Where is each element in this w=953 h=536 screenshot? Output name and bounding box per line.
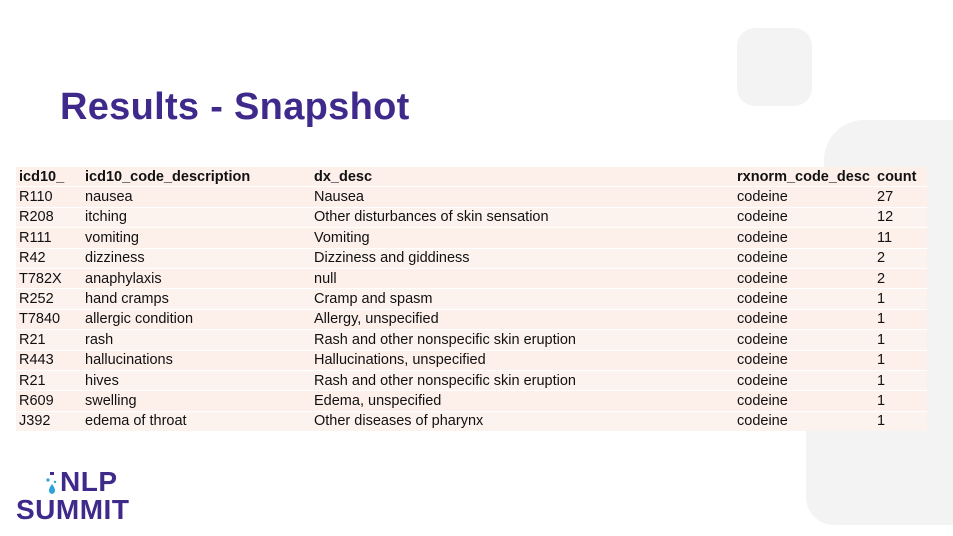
cell-icd10-description: itching — [85, 209, 127, 226]
cell-count: 1 — [877, 352, 886, 369]
cell-icd10-description: vomiting — [85, 229, 139, 246]
cell-icd10: R443 — [19, 352, 54, 369]
cell-dx-desc: Cramp and spasm — [314, 291, 433, 308]
table-row — [16, 289, 927, 309]
cell-icd10: T7840 — [19, 311, 61, 328]
cell-icd10: R110 — [19, 189, 53, 206]
cell-count: 1 — [877, 311, 886, 328]
logo-text-summit: SUMMIT — [16, 494, 130, 525]
table-row — [16, 228, 927, 248]
slide-title: Results - Snapshot — [60, 86, 410, 128]
cell-dx-desc: Other diseases of pharynx — [314, 413, 484, 430]
table-row — [16, 370, 927, 390]
cell-rxnorm-desc: codeine — [737, 291, 788, 308]
cell-icd10-description: hives — [85, 372, 119, 389]
table-row — [16, 187, 927, 207]
cell-icd10-description: swelling — [85, 392, 137, 409]
cell-count: 1 — [877, 413, 886, 430]
decorative-shape-top — [737, 28, 812, 106]
cell-icd10-description: nausea — [85, 189, 133, 206]
cell-icd10-description: hallucinations — [85, 352, 173, 369]
cell-icd10: R208 — [19, 209, 54, 226]
cell-rxnorm-desc: codeine — [737, 372, 788, 389]
cell-icd10: R21 — [19, 372, 46, 389]
cell-rxnorm-desc: codeine — [737, 311, 788, 328]
flask-drop-icon — [46, 472, 58, 496]
cell-dx-desc: Allergy, unspecified — [314, 311, 439, 328]
cell-icd10-description: edema of throat — [85, 413, 187, 430]
cell-icd10: R21 — [19, 331, 46, 348]
results-table — [16, 167, 927, 431]
cell-dx-desc: Other disturbances of skin sensation — [314, 209, 549, 226]
cell-dx-desc: Edema, unspecified — [314, 392, 442, 409]
column-header-icd10: icd10_ — [19, 168, 65, 185]
cell-rxnorm-desc: codeine — [737, 392, 788, 409]
cell-icd10: R42 — [19, 250, 46, 267]
cell-count: 1 — [877, 372, 886, 389]
table-row — [16, 207, 927, 227]
cell-count: 12 — [877, 209, 894, 226]
cell-rxnorm-desc: codeine — [737, 250, 788, 267]
cell-rxnorm-desc: codeine — [737, 189, 788, 206]
cell-count: 2 — [877, 250, 886, 267]
cell-dx-desc: Rash and other nonspecific skin eruption — [314, 372, 576, 389]
cell-icd10-description: allergic condition — [85, 311, 194, 328]
cell-count: 1 — [877, 331, 886, 348]
cell-icd10-description: hand cramps — [85, 291, 169, 308]
cell-icd10-description: rash — [85, 331, 114, 348]
cell-icd10-description: dizziness — [85, 250, 145, 267]
cell-icd10: T782X — [19, 270, 62, 287]
column-header-count: count — [877, 168, 917, 185]
cell-dx-desc: Rash and other nonspecific skin eruption — [314, 331, 576, 348]
cell-dx-desc: Nausea — [314, 189, 364, 206]
table-row — [16, 411, 927, 431]
cell-icd10: R252 — [19, 291, 54, 308]
logo-text-nlp: NLP — [60, 466, 118, 497]
cell-dx-desc: null — [314, 270, 337, 287]
cell-count: 2 — [877, 270, 886, 287]
cell-icd10: R111 — [19, 229, 52, 246]
cell-rxnorm-desc: codeine — [737, 270, 788, 287]
table-row — [16, 330, 927, 350]
cell-rxnorm-desc: codeine — [737, 331, 788, 348]
cell-dx-desc: Vomiting — [314, 229, 370, 246]
table-row — [16, 391, 927, 411]
cell-icd10-description: anaphylaxis — [85, 270, 162, 287]
cell-count: 1 — [877, 392, 886, 409]
table-header-row — [16, 167, 927, 187]
column-header-dx-desc: dx_desc — [314, 168, 373, 185]
cell-count: 11 — [877, 229, 893, 246]
cell-rxnorm-desc: codeine — [737, 229, 788, 246]
cell-count: 1 — [877, 291, 886, 308]
table-row — [16, 309, 927, 329]
cell-rxnorm-desc: codeine — [737, 209, 788, 226]
cell-icd10: J392 — [19, 413, 51, 430]
cell-rxnorm-desc: codeine — [737, 413, 788, 430]
cell-dx-desc: Hallucinations, unspecified — [314, 352, 486, 369]
cell-icd10: R609 — [19, 392, 54, 409]
nlp-summit-logo — [16, 466, 131, 528]
table-row — [16, 350, 927, 370]
cell-rxnorm-desc: codeine — [737, 352, 788, 369]
table-row — [16, 248, 927, 268]
table-row — [16, 268, 927, 288]
column-header-rxnorm-desc: rxnorm_code_desc — [737, 168, 870, 185]
cell-count: 27 — [877, 189, 894, 206]
cell-dx-desc: Dizziness and giddiness — [314, 250, 470, 267]
column-header-icd10-description: icd10_code_description — [85, 168, 251, 185]
